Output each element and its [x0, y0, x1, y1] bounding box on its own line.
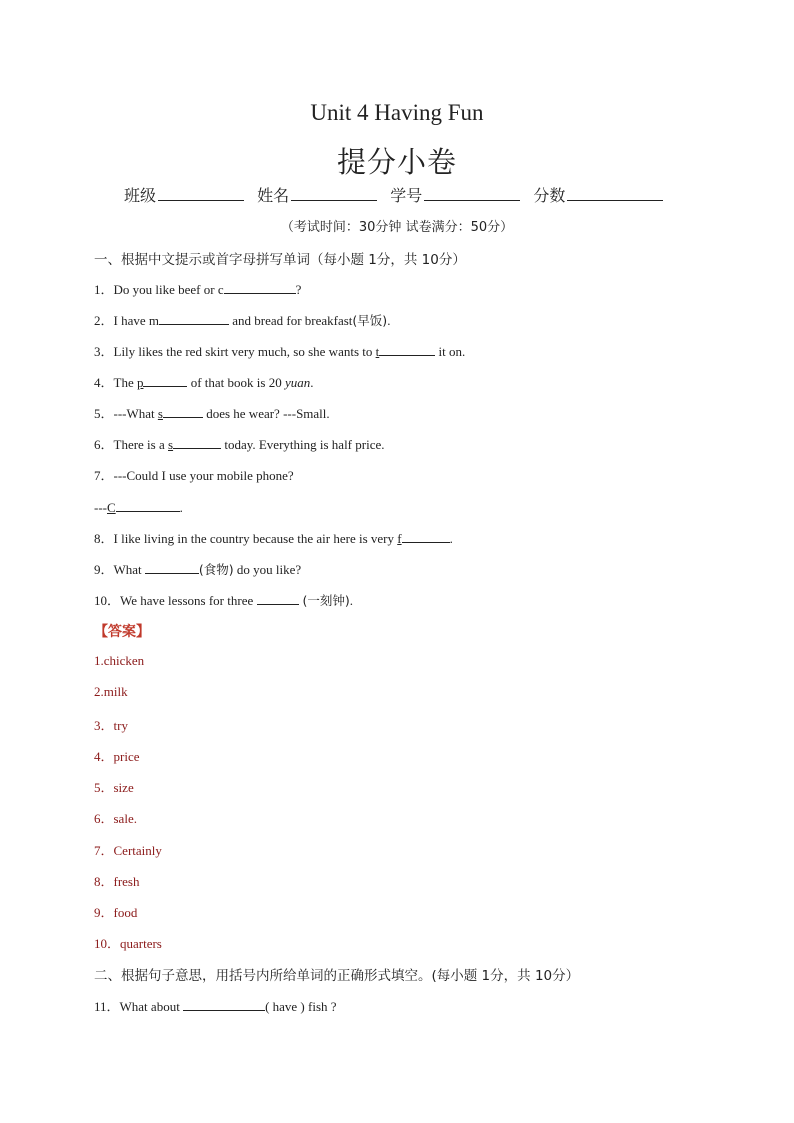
document-subtitle: 提分小卷 — [336, 145, 457, 179]
document-title: Unit 4 Having Fun — [310, 100, 484, 125]
question-8: 8．I like living in the country because the air here is very f . — [94, 528, 453, 547]
question-10: 10．We have lessons for three (一刻钟). — [94, 590, 353, 609]
answer-blank[interactable] — [143, 372, 187, 387]
answer-blank[interactable] — [145, 559, 199, 574]
answer-heading: 【答案】 — [94, 624, 150, 640]
answer-blank[interactable] — [224, 279, 296, 294]
question-7: 7．---Could I use your mobile phone? — [94, 468, 294, 483]
answer-item: 8．fresh — [94, 874, 140, 889]
score-blank[interactable] — [567, 183, 663, 201]
question-6: 6．There is a s today. Everything is half price. — [94, 434, 385, 453]
answer-blank[interactable] — [159, 310, 229, 325]
answer-item: 7．Certainly — [94, 843, 162, 858]
answer-blank[interactable] — [163, 403, 203, 418]
question-7-reply: ---C . — [94, 497, 183, 516]
question-1: 1．Do you like beef or c ? — [94, 279, 301, 298]
student-info-row — [124, 183, 671, 206]
class-blank[interactable] — [158, 183, 244, 201]
answer-blank[interactable] — [379, 341, 435, 356]
name-label: 姓名 — [257, 186, 290, 205]
exam-time-info: （考试时间：30分钟 试卷满分：50分） — [280, 220, 514, 235]
score-label: 分数 — [533, 186, 566, 205]
question-9: 9．What (食物) do you like? — [94, 559, 301, 578]
answer-item: 3．try — [94, 718, 128, 733]
question-4: 4．The p of that book is 20 yuan. — [94, 372, 314, 391]
answer-item: 9．food — [94, 905, 138, 920]
question-2: 2．I have m and bread for breakfast(早饭). — [94, 310, 390, 329]
answer-item: 2.milk — [94, 684, 128, 699]
answer-item: 6．sale. — [94, 811, 137, 826]
number-label: 学号 — [390, 186, 423, 205]
section-2-heading: 二、根据句子意思，用括号内所给单词的正确形式填空。(每小题 1分，共 10分） — [94, 968, 580, 984]
question-3: 3．Lily likes the red skirt very much, so she wants to t it on. — [94, 341, 465, 360]
answer-blank[interactable] — [183, 996, 265, 1011]
section-1-heading: 一、根据中文提示或首字母拼写单词（每小题 1分，共 10分） — [94, 252, 466, 268]
answer-blank[interactable] — [173, 434, 221, 449]
answer-blank[interactable] — [402, 528, 450, 543]
answer-item: 5．size — [94, 780, 134, 795]
answer-item: 1.chicken — [94, 653, 145, 668]
number-blank[interactable] — [424, 183, 520, 201]
answer-item: 4．price — [94, 749, 140, 764]
question-11: 11．What about ( have ) fish ? — [94, 996, 337, 1015]
name-blank[interactable] — [291, 183, 377, 201]
answer-item: 10．quarters — [94, 936, 162, 951]
class-label: 班级 — [124, 186, 157, 205]
question-5: 5．---What s does he wear? ---Small. — [94, 403, 330, 422]
answer-blank[interactable] — [116, 497, 180, 512]
answer-blank[interactable] — [257, 590, 299, 605]
